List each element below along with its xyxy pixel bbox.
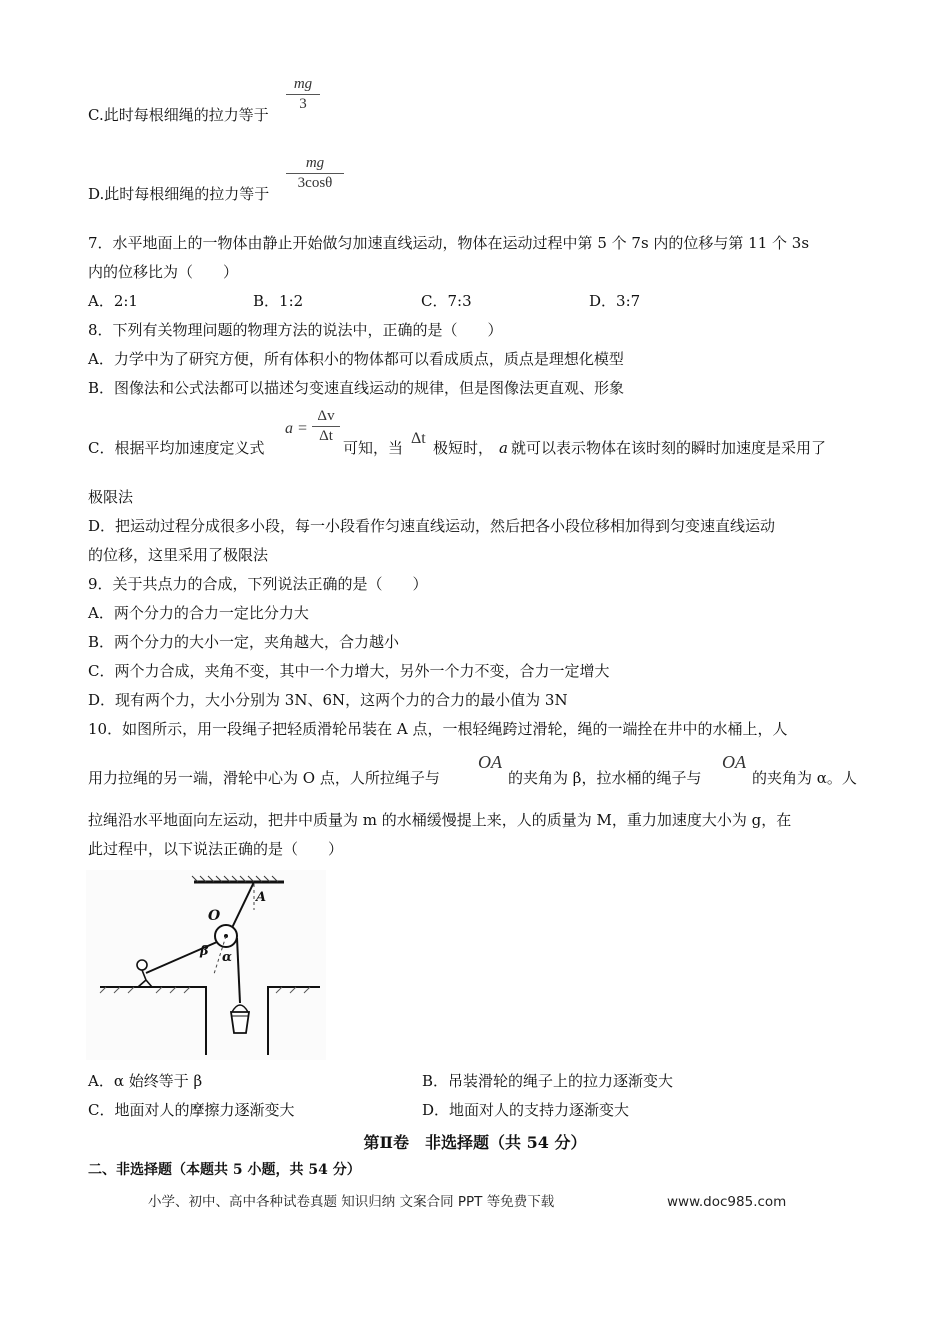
section-subtitle: 二、非选择题（本题共 5 小题，共 54 分）: [88, 1162, 361, 1178]
q7-optC: C．7:3: [421, 292, 472, 310]
q8-optC-mid2: 极短时，: [433, 439, 494, 457]
q10-optB: B．吊装滑轮的绳子上的拉力逐渐变大: [422, 1072, 674, 1090]
fig-label-beta: β: [200, 944, 209, 959]
q6-optC-denominator: 3: [299, 96, 307, 112]
q6-optC-numerator: mg: [293, 76, 313, 92]
q8-stem: 8．下列有关物理问题的物理方法的说法中，正确的是（ ）: [88, 321, 503, 339]
q7-optD: D．3:7: [589, 292, 641, 310]
q10-optC: C．地面对人的摩擦力逐渐变大: [88, 1101, 295, 1119]
q9-optA: A．两个分力的合力一定比分力大: [88, 604, 309, 622]
q6-optD-numerator: mg: [305, 155, 325, 171]
q7-stem-line1: 7．水平地面上的一物体由静止开始做匀加速直线运动，物体在运动过程中第 5 个 7s 内的位移与第 11 个 3s: [88, 234, 810, 252]
q8-optC-line2: 极限法: [88, 488, 134, 506]
q10-stem-line2a: 用力拉绳的另一端，滑轮中心为 O 点，人所拉绳子与: [88, 769, 440, 787]
q10-oa-1: OA: [478, 752, 502, 772]
q8-optC-mid1: 可知，当: [343, 439, 404, 457]
q6-optC: C.此时每根细绳的拉力等于: [88, 106, 269, 124]
q10-optA: A．α 始终等于 β: [88, 1072, 203, 1090]
q10-stem-line2b: 的夹角为 β，拉水桶的绳子与: [508, 769, 702, 787]
q8-optC-prefix: C．根据平均加速度定义式: [88, 439, 265, 457]
q10-oa-2: OA: [722, 752, 746, 772]
q7-stem-line2: 内的位移比为（ ）: [88, 263, 239, 281]
q8-optD-line1: D．把运动过程分成很多小段，每一小段看作匀速直线运动，然后把各小段位移相加得到匀变速直线运动: [88, 517, 776, 535]
q8-optB: B．图像法和公式法都可以描述匀变速直线运动的规律，但是图像法更直观、形象: [88, 379, 625, 397]
q10-stem-line4: 此过程中，以下说法正确的是（ ）: [88, 840, 344, 858]
q8-optC-post: 就可以表示物体在该时刻的瞬时加速度是采用了: [511, 439, 827, 457]
q10-optD: D．地面对人的支持力逐渐变大: [422, 1101, 630, 1119]
q7-optB: B．1:2: [253, 292, 304, 310]
q8-formula-lhs: a =: [285, 420, 308, 437]
q10-figure: [86, 870, 326, 1060]
fig-label-A: A: [256, 890, 267, 905]
section-title: 第Ⅱ卷 非选择题（共 54 分）: [363, 1133, 587, 1152]
q10-stem-line3: 拉绳沿水平地面向左运动，把井中质量为 m 的水桶缓慢提上来，人的质量为 M，重力加速度大小为 g，在: [88, 811, 792, 829]
q7-optA: A．2:1: [88, 292, 138, 310]
q8-optD-line2: 的位移，这里采用了极限法: [88, 546, 269, 564]
q8-optA: A．力学中为了研究方便，所有体积小的物体都可以看成质点，质点是理想化模型: [88, 350, 624, 368]
q10-stem-line2c: 的夹角为 α。人: [752, 769, 857, 787]
fraction-bar: [286, 173, 344, 174]
q9-optB: B．两个分力的大小一定，夹角越大，合力越小: [88, 633, 400, 651]
q8-optC-a: a: [499, 439, 508, 457]
q9-optD: D．现有两个力，大小分别为 3N、6N，这两个力的合力的最小值为 3N: [88, 691, 568, 709]
footer-text: 小学、初中、高中各种试卷真题 知识归纳 文案合同 PPT 等免费下载: [148, 1194, 555, 1210]
pulley-diagram: [86, 870, 326, 1060]
q8-formula-numerator: Δv: [317, 408, 335, 424]
q8-optC-dt: Δt: [411, 430, 426, 447]
q6-optC-fraction: [286, 76, 320, 113]
fraction-bar: [312, 426, 340, 427]
q10-stem-line1: 10．如图所示，用一段绳子把轻质滑轮吊装在 A 点，一根轻绳跨过滑轮，绳的一端拴在井中的水桶上，人: [88, 720, 788, 738]
q9-optC: C．两个力合成，夹角不变，其中一个力增大，另外一个力不变，合力一定增大: [88, 662, 610, 680]
q6-optD-fraction: [286, 155, 344, 192]
fig-label-O: O: [208, 908, 221, 924]
q6-optD-denominator: 3cosθ: [297, 175, 333, 191]
fraction-bar: [286, 94, 320, 95]
q6-optD: D.此时每根细绳的拉力等于: [88, 185, 270, 203]
q8-formula-fraction: [312, 408, 340, 445]
q9-stem: 9．关于共点力的合成，下列说法正确的是（ ）: [88, 575, 428, 593]
fig-label-alpha: α: [222, 950, 233, 965]
footer-link[interactable]: www.doc985.com: [667, 1194, 787, 1210]
q8-formula-denominator: Δt: [319, 428, 333, 444]
